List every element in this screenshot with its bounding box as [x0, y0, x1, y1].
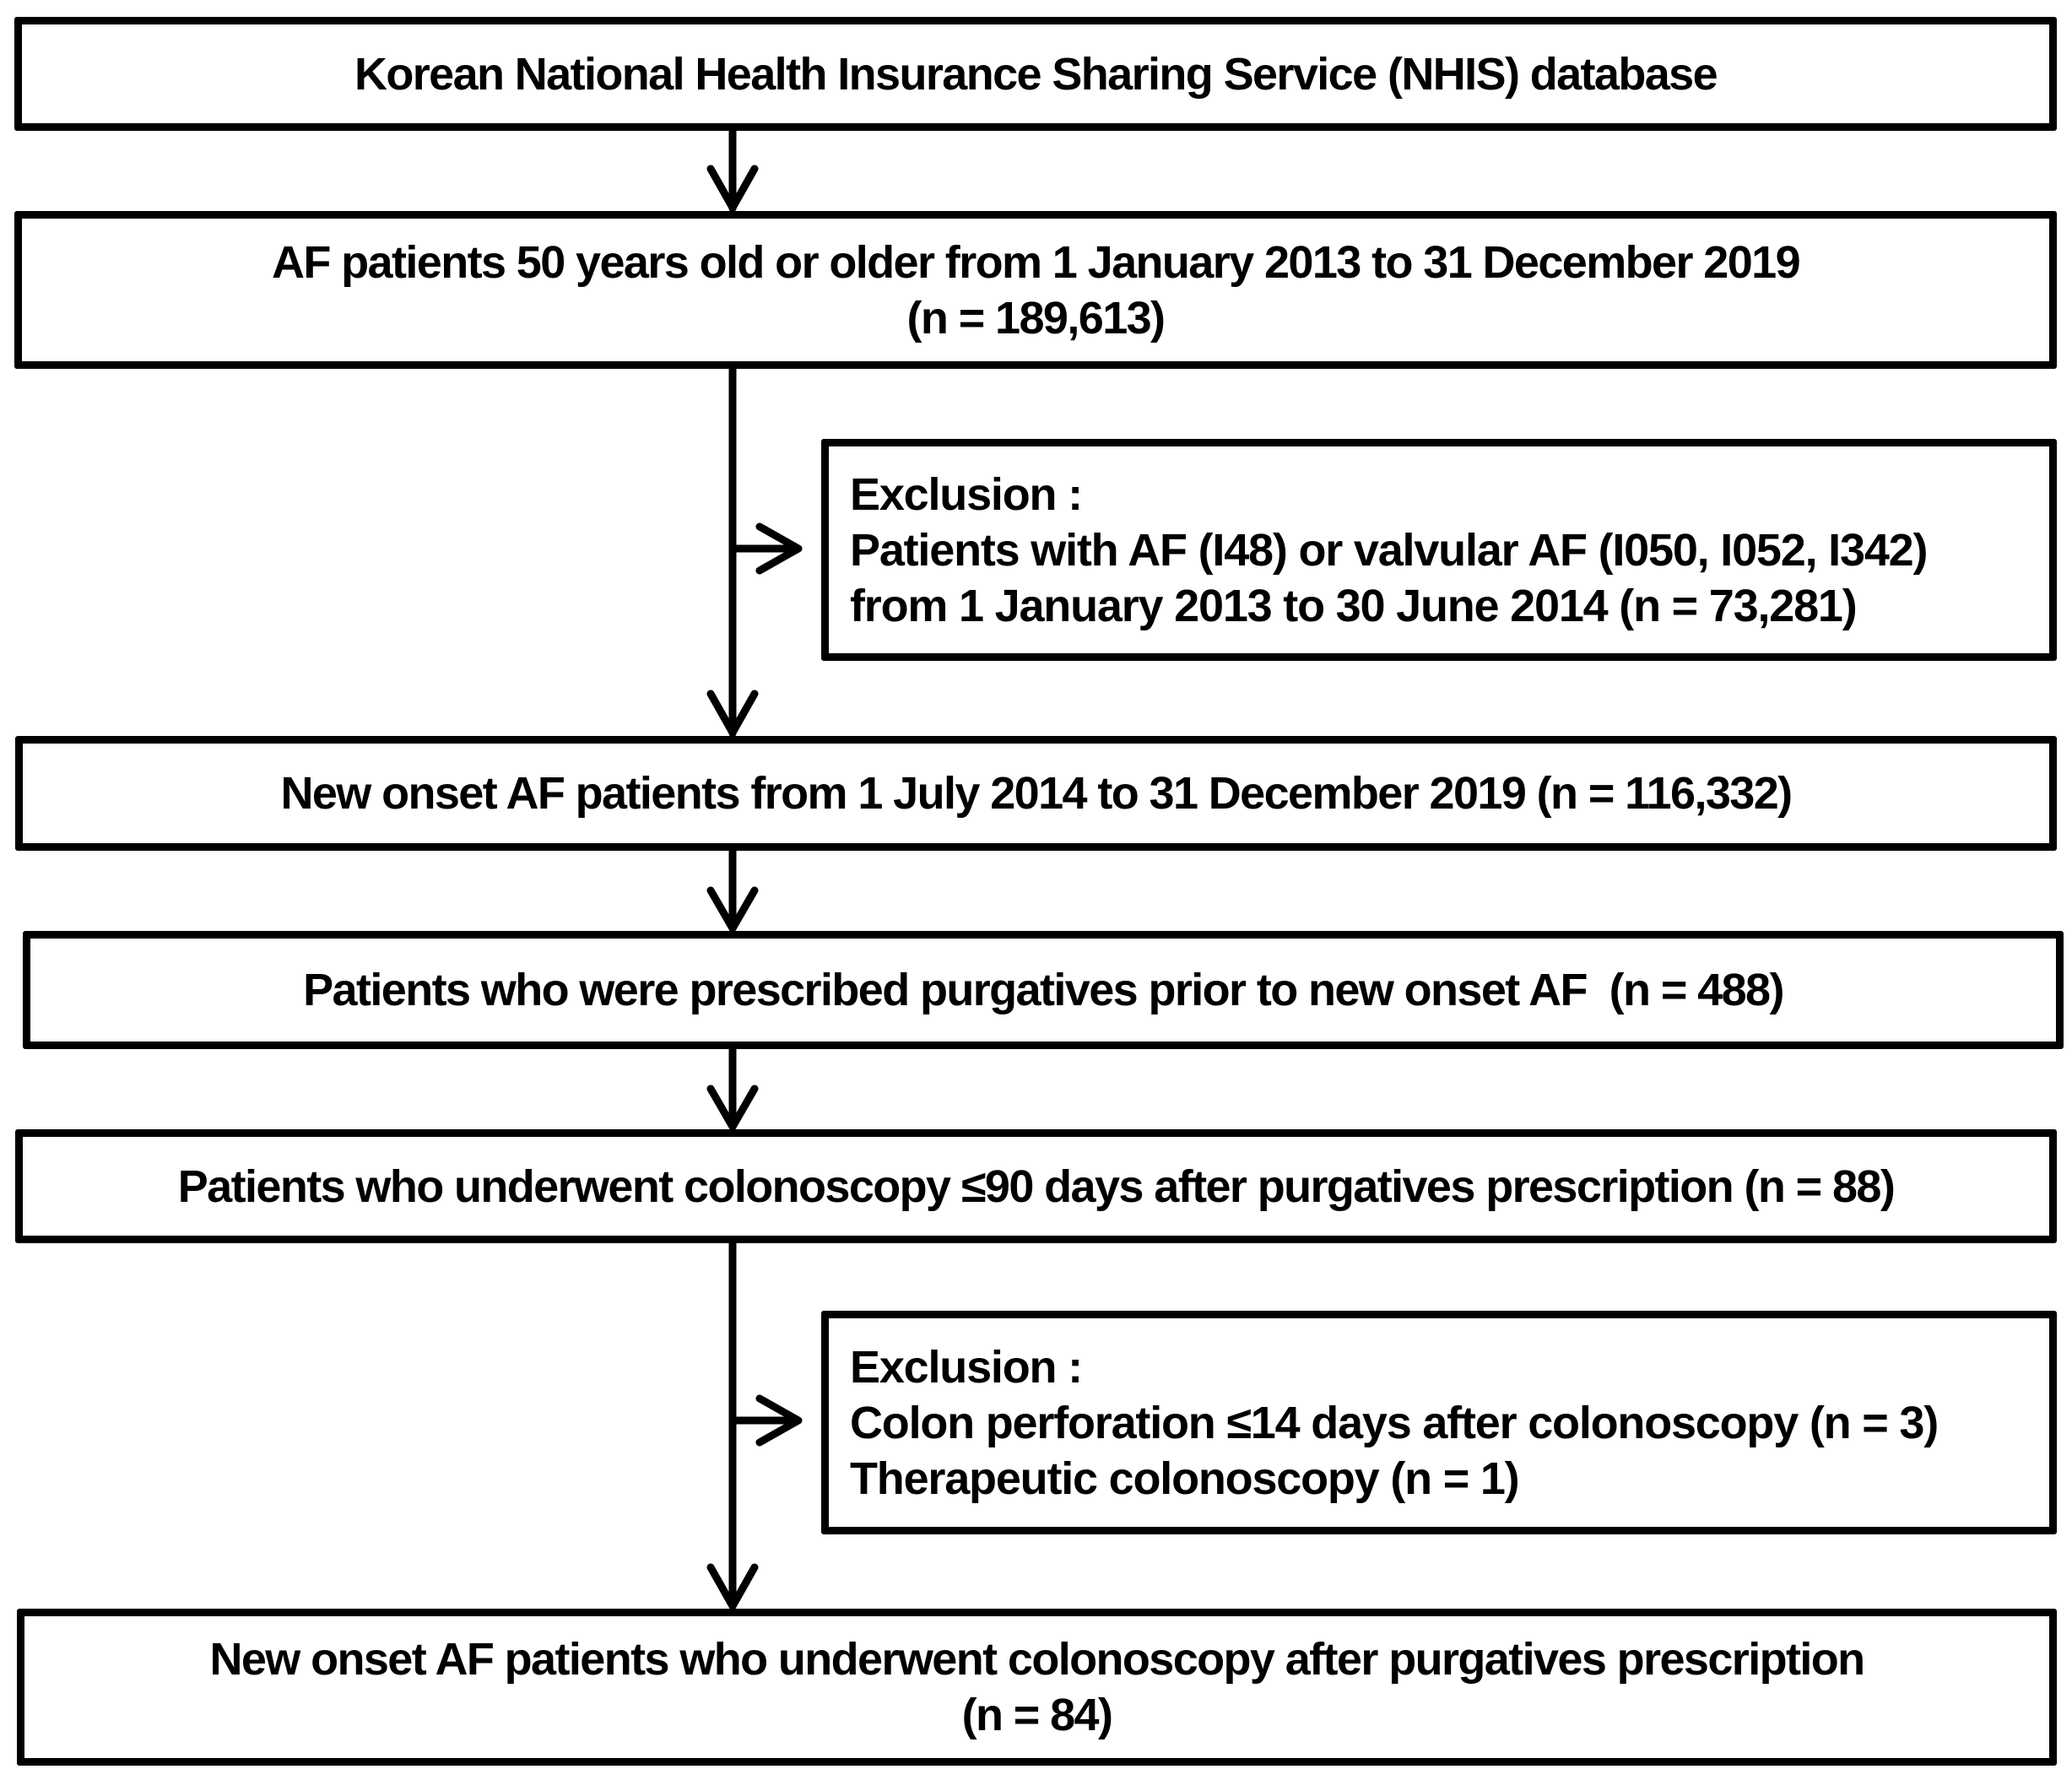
- node-new-onset: [15, 736, 2057, 851]
- node-source-text: Korean National Health Insurance Sharing Service (NHIS) database: [354, 48, 1718, 100]
- arrowhead-down-icon: [711, 694, 755, 733]
- node-exclusion-2: [821, 1311, 2057, 1534]
- node-colonoscopy-90d-text: Patients who underwent colonoscopy ≤90 days after purgatives prescription (n = 88): [177, 1161, 1895, 1212]
- exclusion-2-heading: Exclusion :: [850, 1341, 1082, 1393]
- node-exclusion-1: [821, 439, 2057, 661]
- node-purgatives: [23, 931, 2064, 1049]
- node-final: [17, 1609, 2057, 1766]
- exclusion-1-period-count: from 1 January 2013 to 30 June 2014 (n = 73,281): [850, 580, 1857, 631]
- arrowhead-down-icon: [711, 1089, 755, 1127]
- node-af-50plus-text: AF patients 50 years old or older from 1 January 2013 to 31 December 2019: [271, 236, 1800, 288]
- exclusion-2-therapeutic: Therapeutic colonoscopy (n = 1): [850, 1453, 1519, 1504]
- node-af-50plus-count: (n = 189,613): [906, 292, 1165, 344]
- node-purgatives-text: Patients who were prescribed purgatives prior to new onset AF (n = 488): [303, 965, 1783, 1015]
- node-final-count: (n = 84): [961, 1690, 1112, 1740]
- node-new-onset-text: New onset AF patients from 1 July 2014 to 31 December 2019 (n = 116,332): [280, 768, 1792, 819]
- exclusion-1-heading: Exclusion :: [850, 468, 1082, 520]
- node-colonoscopy-90d: [15, 1129, 2057, 1243]
- arrowhead-down-icon: [711, 169, 755, 208]
- exclusion-2-perforation: Colon perforation ≤14 days after colonoscopy (n = 3): [850, 1397, 1938, 1448]
- node-final-text: New onset AF patients who underwent colonoscopy after purgatives prescription: [209, 1634, 1864, 1685]
- exclusion-1-criterion: Patients with AF (I48) or valvular AF (I050, I052, I342): [850, 524, 1928, 576]
- node-source: [14, 17, 2057, 131]
- arrowhead-down-icon: [711, 1567, 755, 1606]
- arrowhead-right-icon: [760, 1399, 798, 1442]
- arrowhead-down-icon: [711, 890, 755, 928]
- arrowhead-right-icon: [760, 527, 798, 571]
- node-af-50plus: [14, 211, 2057, 369]
